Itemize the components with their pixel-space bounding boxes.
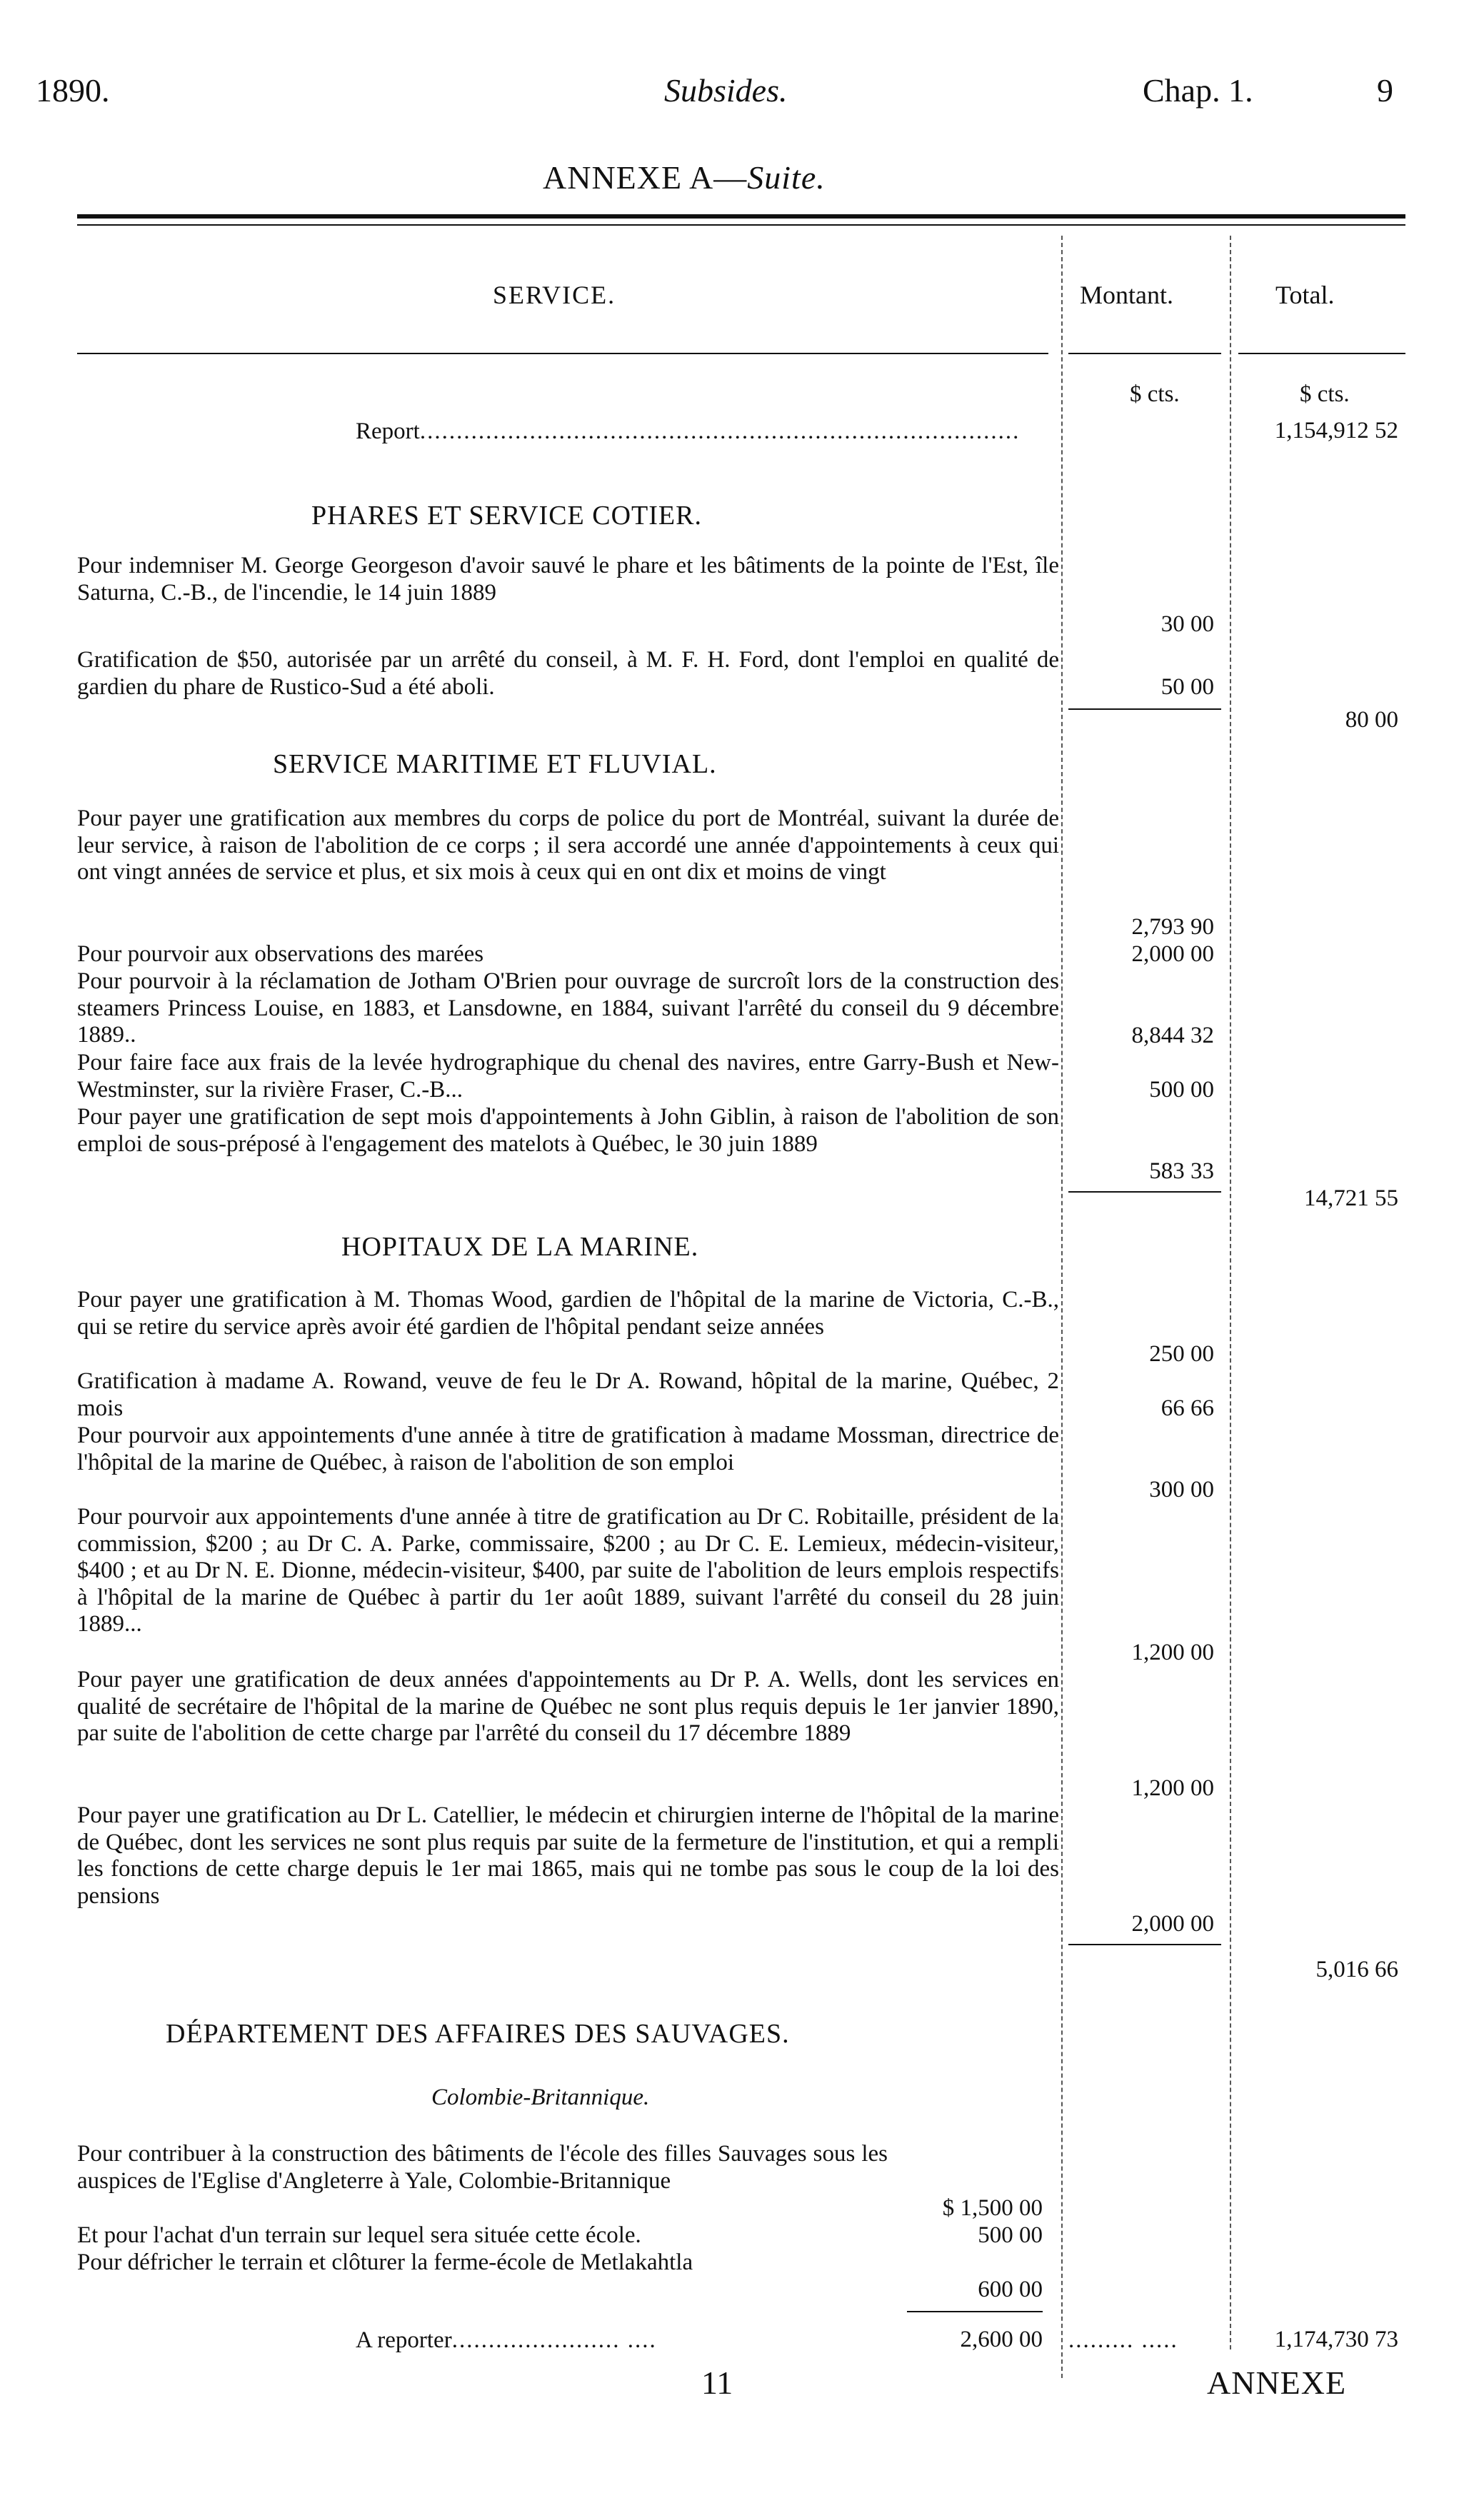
column-header-service: SERVICE. [493,281,616,309]
item-amount: 1,200 00 [1131,1640,1214,1665]
item-amount: 2,000 00 [1131,1911,1214,1937]
list-item [77,1802,1059,1910]
report-total: 1,154,912 52 [1274,418,1398,443]
top-rule-thick [77,214,1405,219]
section-title-hopitaux: HOPITAUX DE LA MARINE. [341,1232,699,1262]
carry-subtotal: 2,600 00 [960,2327,1043,2352]
item-amount: 50 00 [1160,674,1214,700]
annex-title [543,159,826,196]
unit-montant: $ cts. [1130,381,1180,407]
item-text: Pour pourvoir aux observations des marées [77,941,484,967]
list-item [77,2249,888,2277]
section-subtitle: Colombie-Britannique. [431,2085,650,2110]
item-amount: 2,793 90 [1131,914,1214,940]
list-item [77,553,1059,606]
carry-dots: ......... ..... [1068,2327,1178,2353]
list-item [77,968,1059,1049]
list-item [77,941,1059,968]
carry-label: A reporter....................... .... [356,2327,657,2353]
item-text: Pour pourvoir aux appointements d'une année à titre de gratification à madame Mossman, directrice de l'hôpital de la marine de Québec, à raison de l'abolition de son emploi [77,1423,1059,1475]
subtotal-rule [907,2311,1043,2312]
catchword: ANNEXE [1207,2364,1347,2401]
item-text: Pour contribuer à la construction des bâtiments de l'école des filles Sauvages sous les auspices de l'Eglise d'Angleterre à Yale, Colombie-Britannique [77,2141,888,2194]
item-text: Pour défricher le terrain et clôturer la ferme-école de Metlakahtla [77,2249,693,2275]
item-amount: 250 00 [1149,1341,1214,1367]
subtotal-rule [1068,1944,1221,1945]
section-total: 80 00 [1345,707,1398,733]
item-text: Pour pourvoir à la réclamation de Jotham O'Brien pour ouvrage de surcroît lors de la construction des steamers Princess Louise, en 1883, et Lansdowne, en 1884, suivant l'arrêté du conseil du 9 décembre 1889.. [77,968,1059,1048]
item-text: Pour faire face aux frais de la levée hydrographique du chenal des navires, entre Garry-Bush et New-Westminster, sur la rivière Fraser, C.-B... [77,1050,1059,1103]
item-text: Pour payer une gratification au Dr L. Catellier, le médecin et chirurgien interne de l'hôpital de la marine de Québec, dont les services ne sont plus requis par suite de la fermeture de l'institution, et qui a rempli les fonctions de cette charge depuis le 1er mai 1865, mais qui ne tombe pas sous le coup de la loi des pensions [77,1802,1059,1909]
header-rule-service [77,353,1048,354]
report-label: Report.................................................................................. [356,418,1021,444]
item-amount: 66 66 [1160,1395,1214,1421]
section-total: 5,016 66 [1315,1957,1398,1982]
signature-mark: 11 [701,2364,733,2401]
annex-title-main: ANNEXE A— [543,159,748,196]
list-item [77,1050,1059,1103]
item-amount: 30 00 [1160,611,1214,637]
list-item [77,647,1059,701]
list-item [77,1287,1059,1340]
item-amount: 2,000 00 [1131,941,1214,967]
item-text: Pour indemniser M. George Georgeson d'avoir sauvé le phare et les bâtiments de la pointe de l'Est, île Saturna, C.-B., de l'incendie, le 14 juin 1889 [77,553,1059,606]
item-text: Gratification à madame A. Rowand, veuve de feu le Dr A. Rowand, hôpital de la marine, Québec, 2 mois [77,1368,1059,1421]
list-item [77,1104,1059,1158]
section-total: 14,721 55 [1304,1185,1398,1211]
subtotal-rule [1068,1191,1221,1193]
carry-label-text: A reporter [356,2327,452,2353]
header-page: 9 [1377,72,1393,109]
item-text: Pour pourvoir aux appointements d'une année à titre de gratification au Dr C. Robitaille, président de la commission, $200 ; au Dr C. A. Parke, commissaire, $200 ; au Dr C. E. Lemieux, médecin-visiteur, $400 ; et au Dr N. E. Dionne, médecin-visiteur, $400, par suite de l'abolition de leurs emplois respectifs à l'hôpital de la marine de Québec à partir du 1er août 1889, suivant l'arrêté du conseil du 28 juin 1889... [77,1504,1059,1637]
top-rule-thin [77,224,1405,226]
column-header-total: Total. [1275,281,1335,309]
header-rule-montant [1068,353,1221,354]
list-item [77,1504,1059,1638]
item-amount: 300 00 [1149,1477,1214,1503]
section-title-phares: PHARES ET SERVICE COTIER. [311,501,702,531]
item-text: Et pour l'achat d'un terrain sur lequel sera située cette école. [77,2222,641,2248]
item-text: Gratification de $50, autorisée par un arrêté du conseil, à M. F. H. Ford, dont l'emploi en qualité de gardien du phare de Rustico-Sud a été aboli. [77,647,1059,700]
item-text: Pour payer une gratification aux membres du corps de police du port de Montréal, suivant la durée de leur service, à raison de l'abolition de ce corps ; il sera accordé une année d'appointements à ceux qui ont vingt années de service et plus, et six mois à ceux qui en ont dix et moins de vingt [77,806,1059,885]
header-year: 1890. [36,72,110,109]
header-title: Subsides. [664,72,788,109]
item-amount: 583 33 [1149,1158,1214,1184]
item-amount: 8,844 32 [1131,1023,1214,1048]
list-item [77,806,1059,886]
unit-total: $ cts. [1300,381,1350,407]
item-amount: 500 00 [1149,1077,1214,1103]
column-divider-2 [1230,236,1231,2349]
item-amount: $ 1,500 00 [942,2195,1043,2221]
list-item [77,1368,1059,1422]
section-title-sauvages: DÉPARTEMENT DES AFFAIRES DES SAUVAGES. [166,2019,790,2049]
item-amount: 500 00 [978,2222,1043,2248]
subtotal-rule [1068,708,1221,710]
section-title-maritime: SERVICE MARITIME ET FLUVIAL. [273,749,717,779]
column-header-montant: Montant. [1080,281,1173,309]
item-amount: 1,200 00 [1131,1775,1214,1801]
column-divider-1 [1061,236,1063,2378]
report-label-text: Report [356,418,420,444]
carry-total: 1,174,730 73 [1274,2327,1398,2352]
header-chapter: Chap. 1. [1143,72,1253,109]
list-item [77,2141,888,2194]
item-text: Pour payer une gratification à M. Thomas Wood, gardien de l'hôpital de la marine de Victoria, C.-B., qui se retire du service après avoir été gardien de l'hôpital pendant seize années [77,1287,1059,1340]
header-rule-total [1238,353,1405,354]
item-text: Pour payer une gratification de sept mois d'appointements à John Giblin, à raison de l'abolition de son emploi de sous-préposé à l'engagement des matelots à Québec, le 30 juin 1889 [77,1104,1059,1157]
list-item [77,1667,1059,1747]
annex-title-suite: Suite. [747,159,826,196]
list-item [77,1423,1059,1476]
list-item [77,2222,888,2249]
item-amount: 600 00 [978,2277,1043,2302]
item-text: Pour payer une gratification de deux années d'appointements au Dr P. A. Wells, dont les services en qualité de secrétaire de l'hôpital de la marine de Québec ne sont plus requis depuis le 1er janvier 1890, par suite de l'abolition de cette charge par l'arrêté du conseil du 17 décembre 1889 [77,1667,1059,1746]
